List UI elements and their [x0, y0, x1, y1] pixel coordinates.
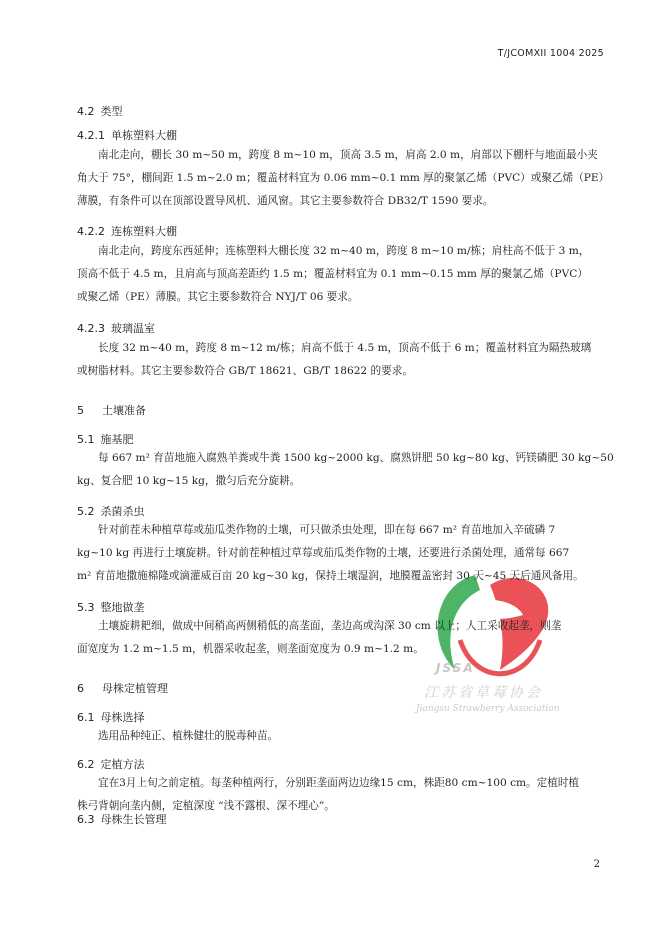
- section-title: 母株选择: [100, 711, 145, 724]
- section-title: 玻璃温室: [111, 322, 155, 335]
- section-title: 单栋塑料大棚: [111, 129, 177, 142]
- text-line: 土壤旋耕耙细，做成中间稍高两侧稍低的高垄面，垄边高或沟深 30 cm 以上；人工采收起垄，则垄: [98, 620, 562, 632]
- heading-5: [77, 402, 146, 418]
- standard-code: T/JCOMXII 1004 2025: [497, 48, 604, 59]
- text-line: 或树脂材料。其它主要参数符合 GB/T 18621、GB/T 18622 的要求。: [77, 365, 413, 377]
- section-number: 4.2.2: [77, 225, 105, 238]
- heading-5-1: [77, 431, 134, 447]
- text-line: 每 667 m² 育苗地施入腐熟羊粪或牛粪 1500 kg~2000 kg、腐熟饼肥 50 kg~80 kg、钙镁磷肥 30 kg~50: [98, 452, 614, 464]
- text-line: kg、复合肥 10 kg~15 kg，撒匀后充分旋耕。: [77, 475, 301, 487]
- text-line: 针对前茬未种植草莓或茄瓜类作物的土壤，可只做杀虫处理，即在每 667 m² 育苗地加入辛硫磷 7: [98, 524, 556, 536]
- section-number: 4.2: [77, 105, 95, 118]
- logo-chinese-name: 江苏省草莓协会: [424, 685, 543, 701]
- text-line: 选用品种纯正、植株健壮的脱毒种苗。: [98, 730, 279, 742]
- text-line: 角大于 75°，棚间距 1.5 m~2.0 m；覆盖材料宜为 0.06 mm~0.1 mm 厚的聚氯乙烯（PVC）或聚乙烯（PE）: [77, 172, 610, 184]
- section-title: 母株生长管理: [100, 813, 167, 826]
- paragraph-4-2-2: [77, 240, 607, 309]
- text-line: kg~10 kg 再进行土壤旋耕。针对前茬种植过草莓或茄瓜类作物的土壤，还要进行杀菌处理，通常每 667: [77, 547, 570, 559]
- heading-4-2-3: [77, 320, 155, 336]
- section-title: 杀菌杀虫: [100, 505, 145, 518]
- text-line: 宜在3月上旬之前定植。每垄种植两行，分别距垄面两边边缘15 cm，株距80 cm~100 cm。定植时植: [98, 777, 580, 789]
- logo-abbreviation: JSSA: [436, 661, 475, 675]
- section-title: 土壤准备: [102, 404, 146, 417]
- section-title: 施基肥: [100, 433, 134, 446]
- text-line: m² 育苗地撒施棉隆或滴灌威百亩 20 kg~30 kg，保持土壤湿润，地膜覆盖密封 30 天~45 天后通风备用。: [77, 570, 584, 582]
- text-line: 株弓背朝向垄内侧，定植深度 “浅不露根、深不埋心”。: [77, 800, 335, 812]
- section-number: 5.1: [77, 433, 95, 446]
- text-line: 南北走向，棚长 30 m~50 m，跨度 8 m~10 m，顶高 3.5 m，肩高 2.0 m，肩部以下棚杆与地面最小夹: [98, 149, 598, 161]
- heading-6: [77, 680, 168, 696]
- section-number: 6.2: [77, 758, 95, 771]
- logo-english-name: Jiangsu Strawberry Association: [416, 704, 560, 714]
- section-number: 5.3: [77, 601, 95, 614]
- paragraph-6-1: [77, 725, 607, 748]
- section-title: 类型: [100, 105, 123, 118]
- text-line: 面宽度为 1.2 m~1.5 m，机器采收起垄，则垄面宽度为 0.9 m~1.2 m。: [77, 643, 424, 655]
- section-number: 6.1: [77, 711, 95, 724]
- heading-5-3: [77, 599, 145, 615]
- heading-4-2-2: [77, 223, 177, 239]
- text-line: 顶高不低于 4.5 m，且肩高与顶高差距约 1.5 m；覆盖材料宜为 0.1 mm~0.15 mm 厚的聚氯乙烯（PVC）: [77, 268, 588, 280]
- section-title: 整地做垄: [100, 601, 145, 614]
- section-number: 5: [77, 404, 84, 417]
- paragraph-5-2: [77, 519, 607, 588]
- paragraph-5-1: [77, 447, 614, 493]
- text-line: 长度 32 m~40 m，跨度 8 m~12 m/栋；肩高不低于 4.5 m，顶高不低于 6 m；覆盖材料宜为隔热玻璃: [98, 342, 592, 354]
- paragraph-4-2-1: [77, 144, 610, 213]
- section-number: 6.3: [77, 813, 95, 826]
- paragraph-5-3: [77, 615, 607, 661]
- heading-6-3: [77, 811, 167, 827]
- heading-4-2: [77, 103, 123, 119]
- section-title: 定植方法: [100, 758, 145, 771]
- text-line: 南北走向，跨度东西延伸；连栋塑料大棚长度 32 m~40 m，跨度 8 m~10 m/栋；肩柱高不低于 3 m，: [98, 245, 590, 257]
- section-title: 母株定植管理: [102, 682, 168, 695]
- section-number: 4.2.1: [77, 129, 105, 142]
- paragraph-4-2-3: [77, 337, 607, 383]
- heading-5-2: [77, 503, 145, 519]
- heading-4-2-1: [77, 127, 177, 143]
- text-line: 薄膜，有条件可以在顶部设置导风机、通风窗。其它主要参数符合 DB32/T 1590 要求。: [77, 195, 494, 207]
- section-number: 4.2.3: [77, 322, 105, 335]
- section-number: 5.2: [77, 505, 95, 518]
- page-number: 2: [593, 859, 600, 870]
- section-number: 6: [77, 682, 84, 695]
- text-line: 或聚乙烯（PE）薄膜。其它主要参数符合 NYJ/T 06 要求。: [77, 291, 359, 303]
- section-title: 连栋塑料大棚: [111, 225, 177, 238]
- heading-6-1: [77, 709, 145, 725]
- heading-6-2: [77, 756, 145, 772]
